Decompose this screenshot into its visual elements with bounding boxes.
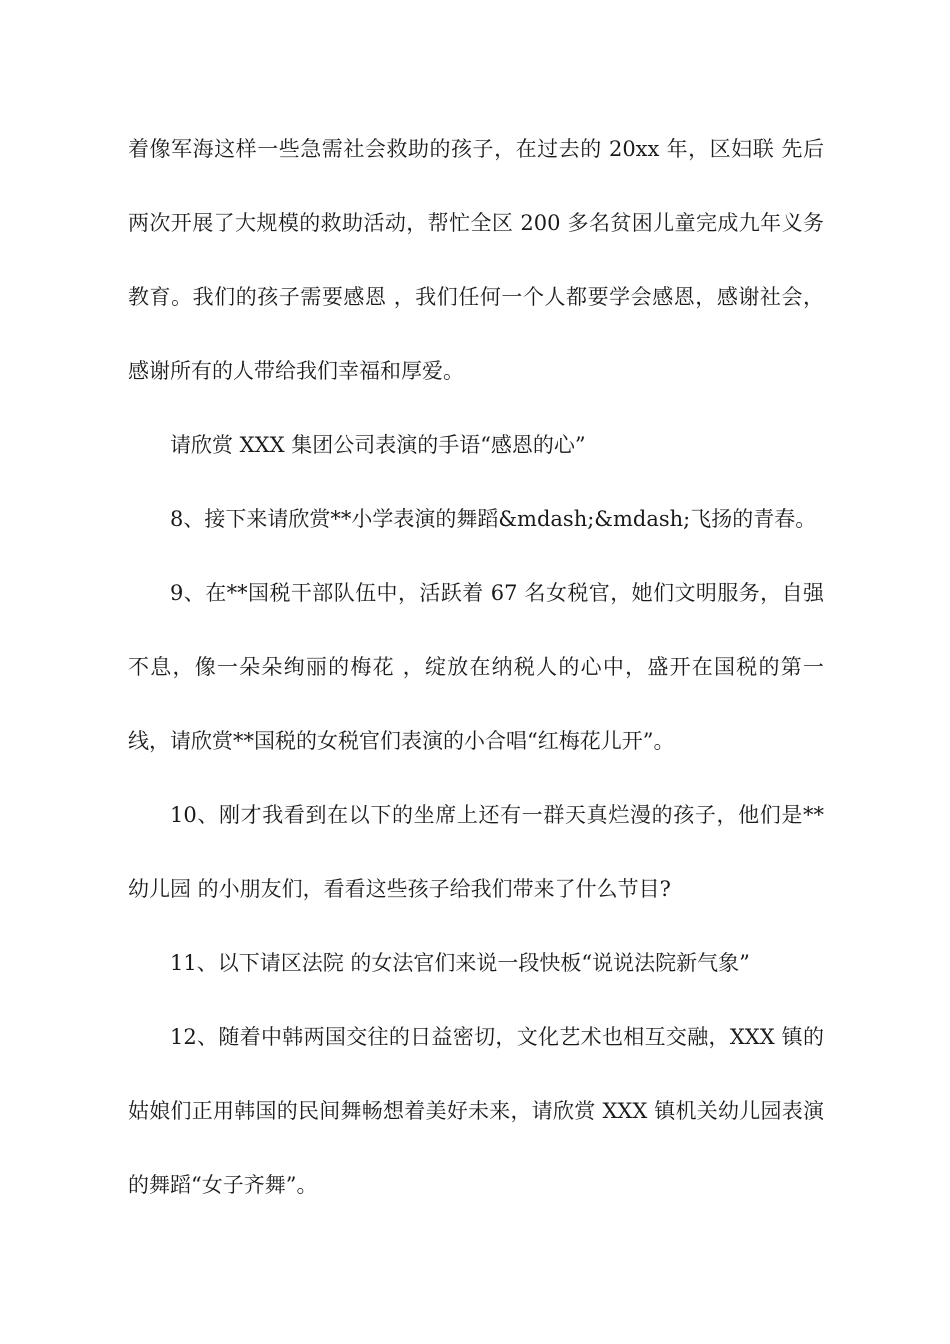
paragraph-item-9: 9、在**国税干部队伍中，活跃着 67 名女税官，她们文明服务，自强不息，像一朵朵绚丽的梅花 ，绽放在纳税人的心中，盛开在国税的第一线，请欣赏**国税的女税官们表演的小合唱“红梅花儿开”。 xyxy=(128,581,824,753)
paragraph-item-10: 10、刚才我看到在以下的坐席上还有一群天真烂漫的孩子，他们是**幼儿园 的小朋友们，看看这些孩子给我们带来了什么节目? xyxy=(128,803,824,901)
paragraph-item-8: 8、接下来请欣赏**小学表演的舞蹈&mdash;&mdash;飞扬的青春。 xyxy=(170,507,817,531)
document-body xyxy=(128,112,824,1222)
paragraph-continued: 着像军海这样一些急需社会救助的孩子，在过去的 20xx 年，区妇联 先后两次开展了大规模的救助活动，帮忙全区 200 多名贫困儿童完成九年义务教育。我们的孩子需要感恩 ，我们任何一个人都要学会感恩，感谢社会，感谢所有的人带给我们幸福和厚爱。 xyxy=(128,137,824,383)
paragraph-sign-language: 请欣赏 XXX 集团公司表演的手语“感恩的心” xyxy=(170,433,586,457)
paragraph-item-12: 12、随着中韩两国交往的日益密切，文化艺术也相互交融，XXX 镇的姑娘们正用韩国的民间舞畅想着美好未来，请欣赏 XXX 镇机关幼儿园表演的舞蹈“女子齐舞”。 xyxy=(128,1025,824,1197)
paragraph-item-11: 11、以下请区法院 的女法官们来说一段快板“说说法院新气象” xyxy=(170,951,750,975)
